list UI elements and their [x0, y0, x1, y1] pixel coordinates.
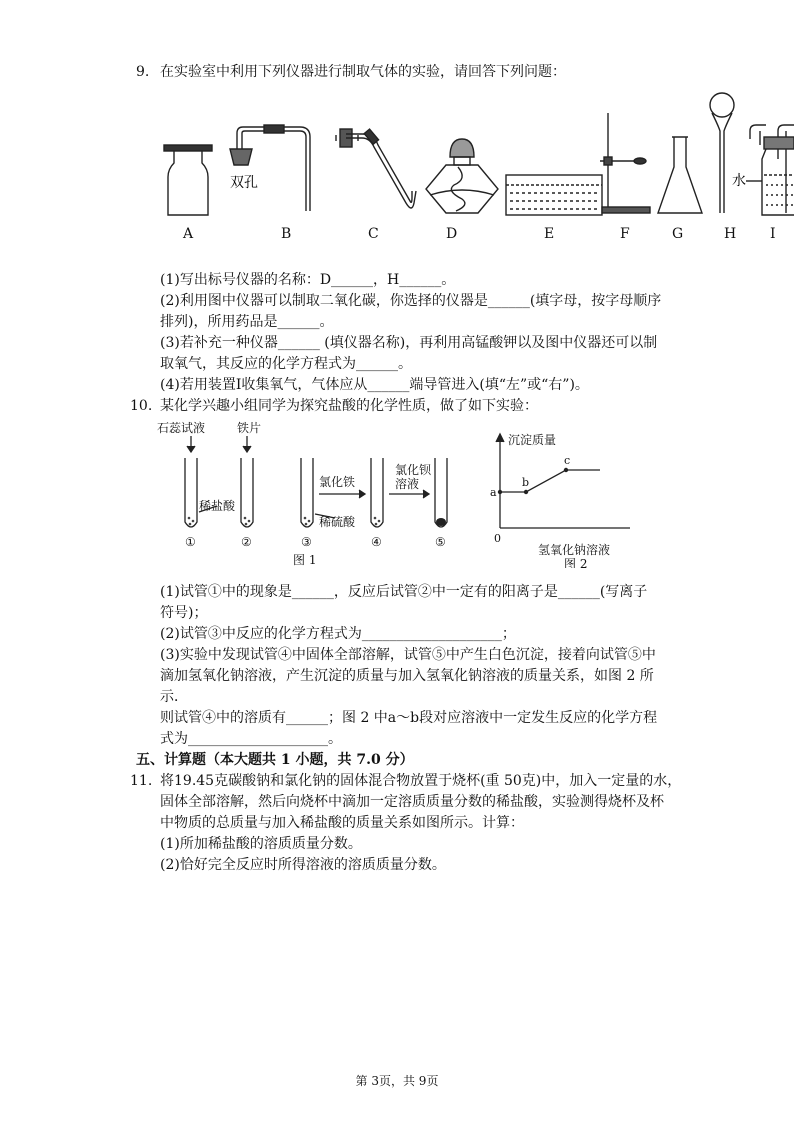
- apparatus-label-b: B: [281, 226, 292, 242]
- q9-line-3: 排列)，所用药品是______。: [160, 314, 334, 330]
- apparatus-b-note: 双孔: [230, 175, 258, 191]
- q10-line-4: (3)实验中发现试管④中固体全部溶解，试管⑤中产生白色沉淀，接着向试管⑤中: [160, 647, 656, 663]
- q11-line-1: 将19.45克碳酸钠和氯化钠的固体混合物放置于烧杯(重 50克)中，加入一定量的水，: [160, 773, 682, 789]
- graph-curve: [500, 470, 600, 492]
- tube-number-3: ③: [301, 535, 312, 549]
- apparatus-b-stopper-tube: [230, 125, 310, 211]
- test-tube-1: [185, 458, 197, 527]
- graph-point-b: [524, 490, 528, 494]
- apparatus-label-a: A: [183, 226, 194, 242]
- q10-line-5: 滴加氢氧化钠溶液，产生沉淀的质量与加入氢氧化钠溶液的质量关系，如图 2 所: [160, 668, 654, 684]
- apparatus-i-note: 水: [732, 173, 746, 189]
- q10-line-7: 则试管④中的溶质有______；图 2 中a～b段对应溶液中一定发生反应的化学方程: [160, 710, 658, 726]
- label-litmus: 石蕊试液: [157, 421, 206, 435]
- apparatus-i-gas-washing-bottle: [746, 125, 794, 215]
- tube-number-5: ⑤: [435, 535, 446, 549]
- q9-line-6: (4)若用装置Ⅰ收集氧气，气体应从______端导管进入(填“左”或“右”)。: [160, 377, 589, 393]
- test-tube-4: [371, 458, 383, 527]
- graph-label-c: c: [564, 454, 571, 467]
- apparatus-a-bottle: [164, 145, 212, 215]
- graph-point-c: [564, 468, 568, 472]
- q9-line-2: (2)利用图中仪器可以制取二氧化碳，你选择的仪器是______(填字母，按字母顺序: [160, 293, 662, 309]
- apparatus-e-water-trough: [506, 175, 602, 215]
- q10-line-1: (1)试管①中的现象是______，反应后试管②中一定有的阳离子是______(写离子: [160, 584, 648, 600]
- label-bacl2-2: 溶液: [395, 477, 420, 491]
- test-tube-3: [301, 458, 313, 527]
- test-tube-2: [241, 458, 253, 527]
- q10-figure-1-test-tubes: [155, 418, 475, 568]
- q10-figure-2-precipitate-graph: [480, 428, 640, 568]
- graph-point-a: [498, 490, 502, 494]
- tube-number-1: ①: [185, 535, 196, 549]
- apparatus-c-stopper-tube: [336, 129, 416, 208]
- section-5-heading: 五、计算题（本大题共 1 小题，共 7.0 分）: [136, 752, 414, 768]
- q11-line-4: (1)所加稀盐酸的溶质质量分数。: [160, 836, 362, 852]
- q10-line-2: 符号)；: [160, 605, 208, 621]
- label-hcl: 稀盐酸: [199, 499, 236, 513]
- q9-apparatus-figure: [150, 85, 794, 250]
- label-h2so4: 稀硫酸: [319, 515, 356, 529]
- tube-number-4: ④: [371, 535, 382, 549]
- q9-line-1: (1)写出标号仪器的名称：D______，H______。: [160, 272, 456, 288]
- q9-stem: 在实验室中利用下列仪器进行制取气体的实验，请回答下列问题：: [160, 64, 566, 80]
- apparatus-label-d: D: [446, 226, 458, 242]
- apparatus-d-alcohol-lamp: [426, 139, 498, 213]
- apparatus-g-conical-flask: [658, 137, 702, 213]
- apparatus-label-f: F: [620, 226, 630, 242]
- q10-line-3: (2)试管③中反应的化学方程式为____________________；: [160, 626, 516, 642]
- q11-line-5: (2)恰好完全反应时所得溶液的溶质质量分数。: [160, 857, 446, 873]
- apparatus-h-long-funnel: [710, 93, 734, 213]
- apparatus-f-iron-stand: [600, 113, 650, 213]
- apparatus-label-h: H: [724, 226, 737, 242]
- page-footer: 第 3页，共 9页: [355, 1074, 439, 1088]
- graph-origin: 0: [494, 532, 501, 545]
- figure-1-caption: 图 1: [293, 553, 317, 567]
- tube-number-2: ②: [241, 535, 252, 549]
- graph-x-label: 氢氧化钠溶液: [538, 543, 611, 557]
- q10-stem: 某化学兴趣小组同学为探究盐酸的化学性质，做了如下实验：: [160, 398, 538, 414]
- q11-line-2: 固体全部溶解，然后向烧杯中滴加一定溶质质量分数的稀盐酸，实验测得烧杯及杯: [160, 794, 664, 810]
- apparatus-label-i: I: [770, 226, 776, 242]
- q9-line-4: (3)若补充一种仪器______ (填仪器名称)，再利用高锰酸钾以及图中仪器还可以制: [160, 335, 658, 351]
- label-iron: 铁片: [237, 421, 262, 435]
- label-fecl3: 氯化铁: [319, 475, 356, 489]
- q10-number: 10.: [130, 398, 153, 414]
- apparatus-label-c: C: [368, 226, 379, 242]
- graph-label-a: a: [490, 486, 497, 499]
- label-bacl2-1: 氯化钡: [395, 463, 432, 477]
- q11-number: 11.: [130, 773, 153, 789]
- q10-line-8: 式为____________________。: [160, 731, 342, 747]
- figure-2-caption: 图 2: [564, 557, 588, 568]
- graph-y-label: 沉淀质量: [508, 433, 557, 447]
- q11-line-3: 中物质的总质量与加入稀盐酸的质量关系如图所示。计算：: [160, 815, 524, 831]
- q9-line-5: 取氧气，其反应的化学方程式为______。: [160, 356, 412, 372]
- q10-line-6: 示．: [160, 689, 188, 705]
- apparatus-label-g: G: [672, 226, 684, 242]
- test-tube-5: [435, 458, 447, 527]
- graph-label-b: b: [522, 476, 530, 489]
- apparatus-label-e: E: [544, 226, 555, 242]
- q9-number: 9.: [136, 64, 150, 80]
